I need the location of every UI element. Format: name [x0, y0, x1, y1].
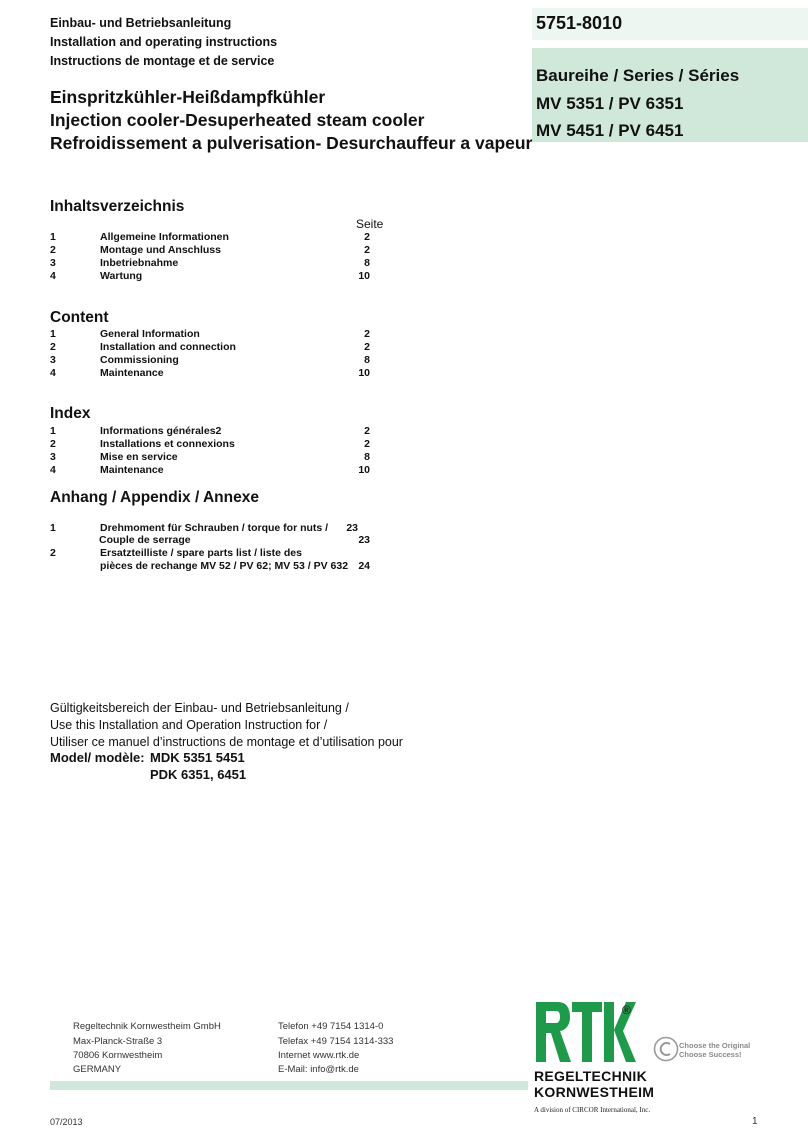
toc-fr-row [50, 425, 370, 439]
contact-phone: Telefon +49 7154 1314-0 [278, 1021, 384, 1032]
toc-en-row [50, 354, 370, 368]
toc-page: 8 [364, 354, 370, 366]
toc-fr-row [50, 438, 370, 452]
toc-en-row [50, 328, 370, 342]
toc-page: 2 [364, 425, 370, 437]
toc-number: 4 [50, 367, 56, 379]
logo-name-line1: REGELTECHNIK [534, 1068, 648, 1084]
appendix-item-1b [50, 534, 370, 548]
toc-number: 3 [50, 451, 56, 463]
appendix-label: Ersatzteilliste / spare parts list / liste des [100, 547, 302, 559]
appendix-label: pièces de rechange MV 52 / PV 62; MV 53 / PV 632 [100, 560, 349, 572]
toc-label: Wartung [100, 270, 143, 282]
logo-division: A division of CIRCOR International, Inc. [534, 1106, 651, 1114]
toc-de-heading: Inhaltsverzeichnis [50, 198, 185, 215]
title-fr: Refroidissement a pulverisation- Desurchauffeur a vapeur [50, 133, 533, 153]
toc-number: 3 [50, 354, 56, 366]
series-2: MV 5451 / PV 6451 [536, 121, 684, 140]
contact-web[interactable]: Internet www.rtk.de [278, 1050, 360, 1061]
appendix-label: Couple de serrage [99, 534, 191, 546]
validity-line-de: Gültigkeitsbereich der Einbau- und Betriebsanleitung / [50, 701, 349, 715]
appendix-number: 2 [50, 547, 56, 559]
address-city: 70806 Kornwestheim [73, 1050, 163, 1061]
toc-label: Installations et connexions [100, 438, 235, 450]
validity-line-en: Use this Installation and Operation Instruction for / [50, 718, 328, 732]
footer-date: 07/2013 [50, 1117, 83, 1127]
footer-band [50, 1081, 528, 1090]
toc-page: 10 [358, 464, 370, 476]
appendix-page: 24 [358, 560, 370, 572]
toc-page: 8 [364, 257, 370, 269]
toc-page: 2 [364, 231, 370, 243]
toc-label: Inbetriebnahme [100, 257, 179, 269]
toc-number: 1 [50, 425, 56, 437]
toc-de-row [50, 257, 370, 271]
toc-label: Commissioning [100, 354, 179, 366]
model-2: PDK 6351, 6451 [150, 767, 247, 782]
header-line-de: Einbau- und Betriebsanleitung [50, 16, 232, 30]
toc-fr-row [50, 464, 370, 478]
toc-number: 2 [50, 244, 56, 256]
header-line-en: Installation and operating instructions [50, 35, 278, 49]
appendix-label: Drehmoment für Schrauben / torque for nuts / [100, 522, 329, 534]
address-street: Max-Planck-Straße 3 [73, 1036, 163, 1047]
appendix-page: 23 [346, 522, 358, 534]
address-company: Regeltechnik Kornwestheim GmbH [73, 1021, 221, 1032]
toc-fr-row [50, 451, 370, 465]
toc-number: 2 [50, 438, 56, 450]
toc-number: 1 [50, 231, 56, 243]
title-en: Injection cooler-Desuperheated steam cooler [50, 110, 425, 130]
toc-en-row [50, 341, 370, 355]
toc-label: Mise en service [100, 451, 178, 463]
toc-number: 4 [50, 464, 56, 476]
toc-de-row [50, 231, 370, 245]
appendix-page: 23 [358, 534, 370, 546]
toc-number: 3 [50, 257, 56, 269]
toc-de-row [50, 270, 370, 284]
toc-page: 8 [364, 451, 370, 463]
page-column-label: Seite [356, 217, 384, 231]
toc-label: Montage und Anschluss [100, 244, 221, 256]
model-1: MDK 5351 5451 [150, 750, 245, 765]
address-country: GERMANY [73, 1064, 122, 1075]
toc-en-heading: Content [50, 309, 109, 326]
toc-label: Maintenance [100, 367, 164, 379]
appendix-heading: Anhang / Appendix / Annexe [50, 489, 259, 506]
toc-page: 10 [358, 270, 370, 282]
appendix-item-2 [50, 547, 370, 561]
model-label: Model/ modèle: [50, 750, 145, 765]
toc-de-row [50, 244, 370, 258]
appendix-item-2b [50, 560, 370, 574]
choose-original-icon [653, 1036, 679, 1062]
series-1: MV 5351 / PV 6351 [536, 94, 684, 113]
appendix-number: 1 [50, 522, 56, 534]
toc-page: 2 [364, 328, 370, 340]
toc-number: 2 [50, 341, 56, 353]
series-label: Baureihe / Series / Séries [536, 66, 740, 85]
choose-original-line1: Choose the Original [679, 1041, 751, 1050]
page-number: 1 [752, 1116, 758, 1127]
header-line-fr: Instructions de montage et de service [50, 54, 275, 68]
toc-fr-heading: Index [50, 405, 91, 422]
toc-en-row [50, 367, 370, 381]
logo-name-line2: KORNWESTHEIM [534, 1084, 655, 1100]
toc-page: 2 [364, 341, 370, 353]
toc-number: 1 [50, 328, 56, 340]
contact-fax: Telefax +49 7154 1314-333 [278, 1036, 394, 1047]
toc-page: 10 [358, 367, 370, 379]
toc-number: 4 [50, 270, 56, 282]
title-de: Einspritzkühler-Heißdampfkühler [50, 87, 326, 107]
toc-label: Maintenance [100, 464, 164, 476]
choose-original-line2: Choose Success! [679, 1050, 742, 1059]
validity-line-fr: Utiliser ce manuel d’instructions de montage et d’utilisation pour [50, 735, 403, 749]
doc-number: 5751-8010 [536, 13, 623, 33]
toc-label: General Information [100, 328, 200, 340]
toc-label: Allgemeine Informationen [100, 231, 229, 243]
toc-page: 2 [364, 244, 370, 256]
toc-label: Installation and connection [100, 341, 236, 353]
contact-email[interactable]: E-Mail: info@rtk.de [278, 1064, 359, 1075]
toc-label: Informations générales2 [100, 425, 222, 437]
toc-page: 2 [364, 438, 370, 450]
registered-mark: ® [622, 1003, 631, 1017]
